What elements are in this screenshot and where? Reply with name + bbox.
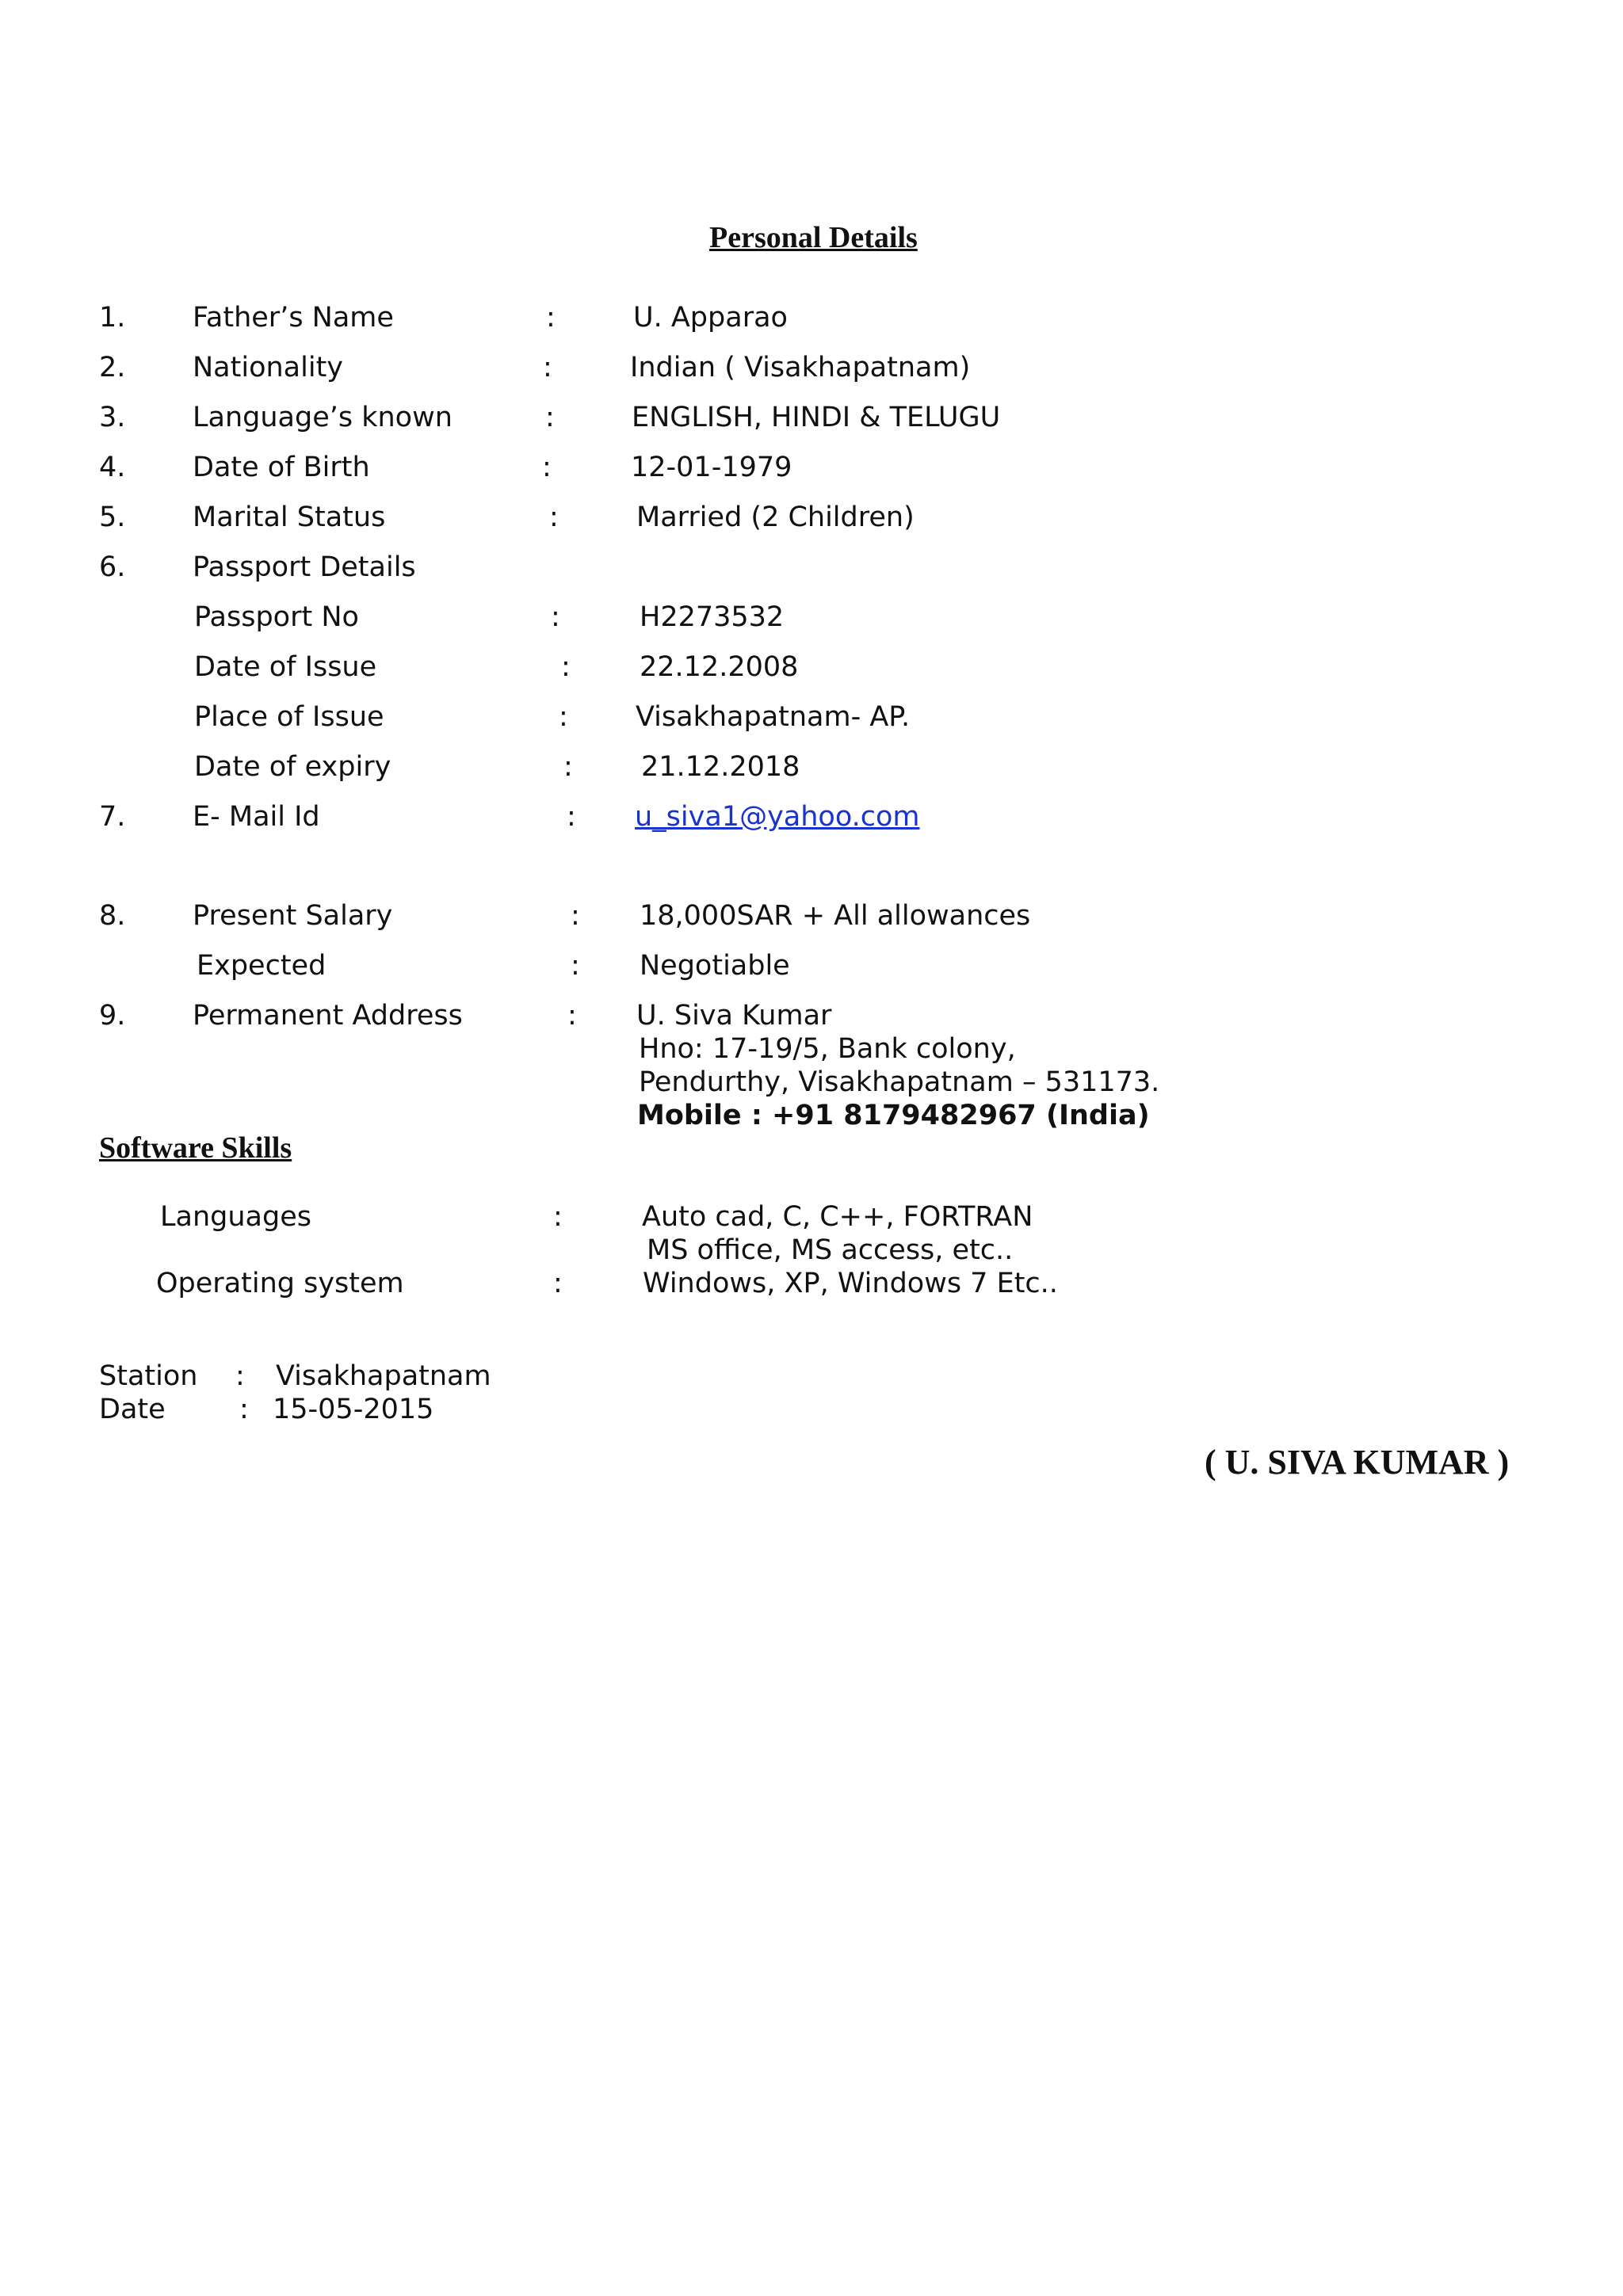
row-separator: : (546, 302, 556, 334)
address-line: Hno: 17-19/5, Bank colony, (639, 1033, 1016, 1065)
row-separator: : (567, 801, 576, 833)
date-label: Date (99, 1394, 166, 1425)
row-label: Permanent Address (193, 1000, 463, 1032)
row-label: Date of Issue (194, 651, 377, 683)
row-label: Father’s Name (193, 302, 394, 334)
row-label: Date of expiry (194, 751, 391, 783)
row-value: 22.12.2008 (640, 651, 799, 683)
row-number: 1. (99, 302, 126, 334)
software-skills-heading: Software Skills (99, 1131, 292, 1165)
row-separator: : (561, 651, 571, 683)
row-value: H2273532 (640, 601, 785, 633)
address-line: Pendurthy, Visakhapatnam – 531173. (639, 1066, 1160, 1098)
station-separator: : (235, 1360, 245, 1392)
row-value: ENGLISH, HINDI & TELUGU (632, 402, 1001, 433)
row-number: 8. (99, 900, 126, 932)
row-separator: : (563, 751, 573, 783)
row-value: Windows, XP, Windows 7 Etc.. (643, 1268, 1058, 1299)
row-value: U. Apparao (633, 302, 788, 334)
row-separator: : (549, 502, 559, 533)
row-label: Present Salary (193, 900, 393, 932)
row-number: 7. (99, 801, 126, 833)
row-separator: : (571, 950, 580, 982)
row-value-continued: MS office, MS access, etc.. (647, 1234, 1014, 1266)
row-separator: : (551, 601, 560, 633)
row-label: Operating system (156, 1268, 404, 1299)
row-value: 21.12.2018 (641, 751, 800, 783)
row-label: Languages (160, 1201, 311, 1233)
email-link[interactable]: u_siva1@yahoo.com (635, 801, 920, 833)
row-separator: : (559, 701, 568, 733)
station-label: Station (99, 1360, 198, 1392)
row-number: 4. (99, 452, 126, 483)
mobile-number: Mobile : +91 8179482967 (India) (637, 1100, 1150, 1131)
row-number: 6. (99, 551, 126, 583)
row-label: Passport Details (193, 551, 416, 583)
row-number: 9. (99, 1000, 126, 1032)
row-value: 12-01-1979 (631, 452, 792, 483)
row-separator: : (543, 352, 552, 383)
row-number: 3. (99, 402, 126, 433)
row-separator: : (542, 452, 552, 483)
row-label: Nationality (193, 352, 344, 383)
row-number: 5. (99, 502, 126, 533)
row-separator: : (571, 900, 580, 932)
row-value: Negotiable (640, 950, 790, 982)
row-value: Visakhapatnam- AP. (636, 701, 911, 733)
row-label: Place of Issue (194, 701, 384, 733)
row-separator: : (553, 1201, 563, 1233)
row-label: Marital Status (193, 502, 386, 533)
personal-details-heading: Personal Details (709, 221, 918, 254)
row-label: Date of Birth (193, 452, 370, 483)
date-value: 15-05-2015 (273, 1394, 434, 1425)
date-separator: : (239, 1394, 249, 1425)
station-value: Visakhapatnam (276, 1360, 491, 1392)
row-value: Indian ( Visakhapatnam) (630, 352, 971, 383)
row-value: 18,000SAR + All allowances (640, 900, 1031, 932)
row-separator: : (553, 1268, 563, 1299)
signature-name: ( U. SIVA KUMAR ) (1205, 1443, 1510, 1482)
row-separator: : (567, 1000, 577, 1032)
row-label: Expected (197, 950, 327, 982)
row-separator: : (545, 402, 555, 433)
row-value: Married (2 Children) (636, 502, 915, 533)
row-value: Auto cad, C, C++, FORTRAN (642, 1201, 1033, 1233)
row-label: E- Mail Id (193, 801, 320, 833)
row-label: Language’s known (193, 402, 453, 433)
address-name: U. Siva Kumar (636, 1000, 832, 1032)
row-number: 2. (99, 352, 126, 383)
row-label: Passport No (194, 601, 359, 633)
